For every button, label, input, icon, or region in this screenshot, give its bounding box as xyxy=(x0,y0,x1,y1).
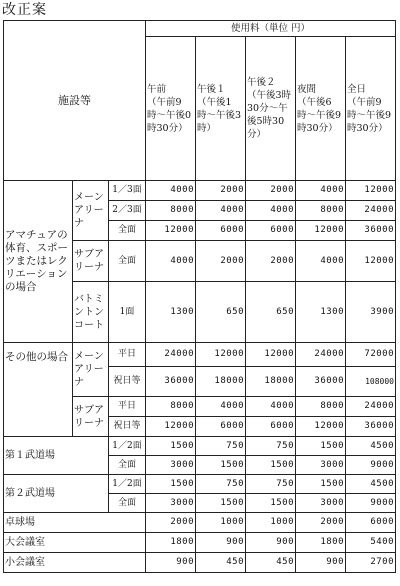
fee-cell: 12000 xyxy=(146,417,196,437)
fee-cell: 2000 xyxy=(246,241,296,282)
category-amateur: アマチュアの体育、スポーツまたはレクリエーションの場合 xyxy=(4,181,73,343)
col-time: （午後1時〜午後3時） xyxy=(197,96,242,134)
fee-cell: 900 xyxy=(246,533,296,553)
unit-cell: 全面 xyxy=(109,456,146,475)
header-facility: 施設等 xyxy=(4,21,146,181)
fee-cell: 650 xyxy=(246,282,296,343)
fee-cell: 12000 xyxy=(246,343,296,367)
fee-cell: 12000 xyxy=(196,343,246,367)
header-col-am xyxy=(146,37,196,181)
fee-cell: 6000 xyxy=(246,221,296,241)
fee-cell: 9000 xyxy=(346,456,396,475)
facility-budo-2: 第２武道場 xyxy=(4,475,109,513)
fee-cell: 6000 xyxy=(196,417,246,437)
fee-cell: 2000 xyxy=(196,181,246,201)
fee-cell: 1500 xyxy=(246,456,296,475)
fee-cell: 1000 xyxy=(196,513,246,533)
unit-cell: 全面 xyxy=(109,494,146,513)
fee-cell: 1300 xyxy=(146,282,196,343)
col-name: 午後２ xyxy=(247,77,276,88)
unit-cell: 祝日等 xyxy=(109,367,146,397)
fee-cell: 36000 xyxy=(296,367,346,397)
fee-cell: 1000 xyxy=(246,513,296,533)
facility-big-meeting-room: 大会議室 xyxy=(4,533,146,553)
fee-cell: 2000 xyxy=(146,513,196,533)
fee-cell: 8000 xyxy=(146,201,196,221)
fee-cell: 4000 xyxy=(296,241,346,282)
fee-cell: 3000 xyxy=(146,494,196,513)
table-row xyxy=(4,553,396,573)
fee-cell: 36000 xyxy=(346,221,396,241)
fee-cell: 2000 xyxy=(196,241,246,282)
fee-cell: 2000 xyxy=(246,181,296,201)
fee-cell: 6000 xyxy=(346,513,396,533)
fee-cell: 4500 xyxy=(346,437,396,456)
fee-cell: 450 xyxy=(246,553,296,573)
fee-cell: 12000 xyxy=(296,221,346,241)
col-name: 夜間 xyxy=(297,83,317,95)
fee-cell: 24000 xyxy=(146,343,196,367)
col-name: 午前 xyxy=(147,83,167,95)
unit-cell: 全面 xyxy=(109,221,146,241)
fee-cell: 1500 xyxy=(146,437,196,456)
fee-cell: 8000 xyxy=(296,397,346,417)
fee-cell: 1800 xyxy=(146,533,196,553)
fee-cell: 3000 xyxy=(146,456,196,475)
unit-cell: 2／3面 xyxy=(109,201,146,221)
fee-cell: 1300 xyxy=(296,282,346,343)
fee-cell: 3000 xyxy=(296,456,346,475)
table-row xyxy=(4,513,396,533)
fee-cell: 36000 xyxy=(146,367,196,397)
facility-badminton: バトミントンコート xyxy=(73,282,109,343)
fee-cell: 750 xyxy=(246,437,296,456)
fee-cell: 450 xyxy=(196,553,246,573)
table-row xyxy=(4,343,396,367)
fee-cell: 8000 xyxy=(146,397,196,417)
fee-cell: 900 xyxy=(196,533,246,553)
col-name: 午後１ xyxy=(197,83,226,95)
unit-cell: 1／2面 xyxy=(109,437,146,456)
table-row xyxy=(4,437,396,456)
unit-cell: 1／2面 xyxy=(109,475,146,494)
fee-cell: 12000 xyxy=(296,417,346,437)
facility-main-arena: メーンアリーナ xyxy=(73,343,109,397)
col-time: （午後6時〜午後9時30分） xyxy=(297,96,342,134)
col-time: （午前9時〜午後0時30分） xyxy=(147,96,192,134)
facility-small-meeting-room: 小会議室 xyxy=(4,553,146,573)
col-time: （午前9時〜午後9時30分） xyxy=(347,96,392,134)
facility-sub-arena: サブアリーナ xyxy=(73,241,109,282)
fee-cell: 12000 xyxy=(346,181,396,201)
fee-cell: 18000 xyxy=(246,367,296,397)
fee-cell: 36000 xyxy=(346,417,396,437)
fee-cell: 4000 xyxy=(246,397,296,417)
fee-cell: 4000 xyxy=(146,241,196,282)
fee-cell: 1500 xyxy=(196,456,246,475)
fee-cell: 1500 xyxy=(146,475,196,494)
table-row xyxy=(4,181,396,201)
fee-cell: 4500 xyxy=(346,475,396,494)
fee-cell: 2000 xyxy=(296,513,346,533)
unit-cell: 平日 xyxy=(109,397,146,417)
document-title: 改正案 xyxy=(2,2,47,18)
col-name: 全日 xyxy=(347,83,367,95)
fee-cell: 18000 xyxy=(196,367,246,397)
unit-cell: 1／3面 xyxy=(109,181,146,201)
table-row xyxy=(4,533,396,553)
fee-cell: 1500 xyxy=(296,437,346,456)
fee-cell: 1800 xyxy=(296,533,346,553)
facility-sub-arena: サブアリーナ xyxy=(73,397,109,437)
fee-cell: 650 xyxy=(196,282,246,343)
table-row xyxy=(4,475,396,494)
fee-cell: 72000 xyxy=(346,343,396,367)
fee-cell: 750 xyxy=(196,475,246,494)
fee-cell: 108000 xyxy=(346,367,396,397)
fee-cell: 900 xyxy=(146,553,196,573)
fee-cell: 1500 xyxy=(246,494,296,513)
fee-cell: 24000 xyxy=(296,343,346,367)
fee-cell: 24000 xyxy=(346,397,396,417)
header-fee: 使用料（単位 円） xyxy=(146,21,396,37)
unit-cell: 全面 xyxy=(109,241,146,282)
fee-cell: 900 xyxy=(296,553,346,573)
fee-cell: 3900 xyxy=(346,282,396,343)
fee-cell: 5400 xyxy=(346,533,396,553)
facility-budo-1: 第１武道場 xyxy=(4,437,109,475)
header-col-night xyxy=(296,37,346,181)
fee-cell: 12000 xyxy=(346,241,396,282)
unit-cell: 平日 xyxy=(109,343,146,367)
unit-cell: 祝日等 xyxy=(109,417,146,437)
fee-cell: 4000 xyxy=(196,397,246,417)
fee-table xyxy=(3,20,396,573)
fee-cell: 4000 xyxy=(196,201,246,221)
fee-cell: 4000 xyxy=(146,181,196,201)
fee-cell: 2700 xyxy=(346,553,396,573)
fee-cell: 9000 xyxy=(346,494,396,513)
fee-cell: 8000 xyxy=(296,201,346,221)
fee-cell: 750 xyxy=(246,475,296,494)
fee-cell: 6000 xyxy=(196,221,246,241)
unit-cell: 1面 xyxy=(109,282,146,343)
fee-cell: 4000 xyxy=(296,181,346,201)
fee-cell: 750 xyxy=(196,437,246,456)
fee-cell: 1500 xyxy=(296,475,346,494)
facility-table-tennis: 卓球場 xyxy=(4,513,146,533)
header-col-allday xyxy=(346,37,396,181)
header-col-pm2 xyxy=(246,37,296,181)
fee-cell: 4000 xyxy=(246,201,296,221)
fee-cell: 6000 xyxy=(246,417,296,437)
fee-cell: 1500 xyxy=(196,494,246,513)
col-time: （午後3時30分〜午後5時30分） xyxy=(247,90,292,140)
category-other: その他の場合 xyxy=(4,343,73,437)
header-col-pm1 xyxy=(196,37,246,181)
facility-main-arena: メーンアリーナ xyxy=(73,181,109,241)
fee-cell: 3000 xyxy=(296,494,346,513)
fee-cell: 24000 xyxy=(346,201,396,221)
fee-cell: 12000 xyxy=(146,221,196,241)
